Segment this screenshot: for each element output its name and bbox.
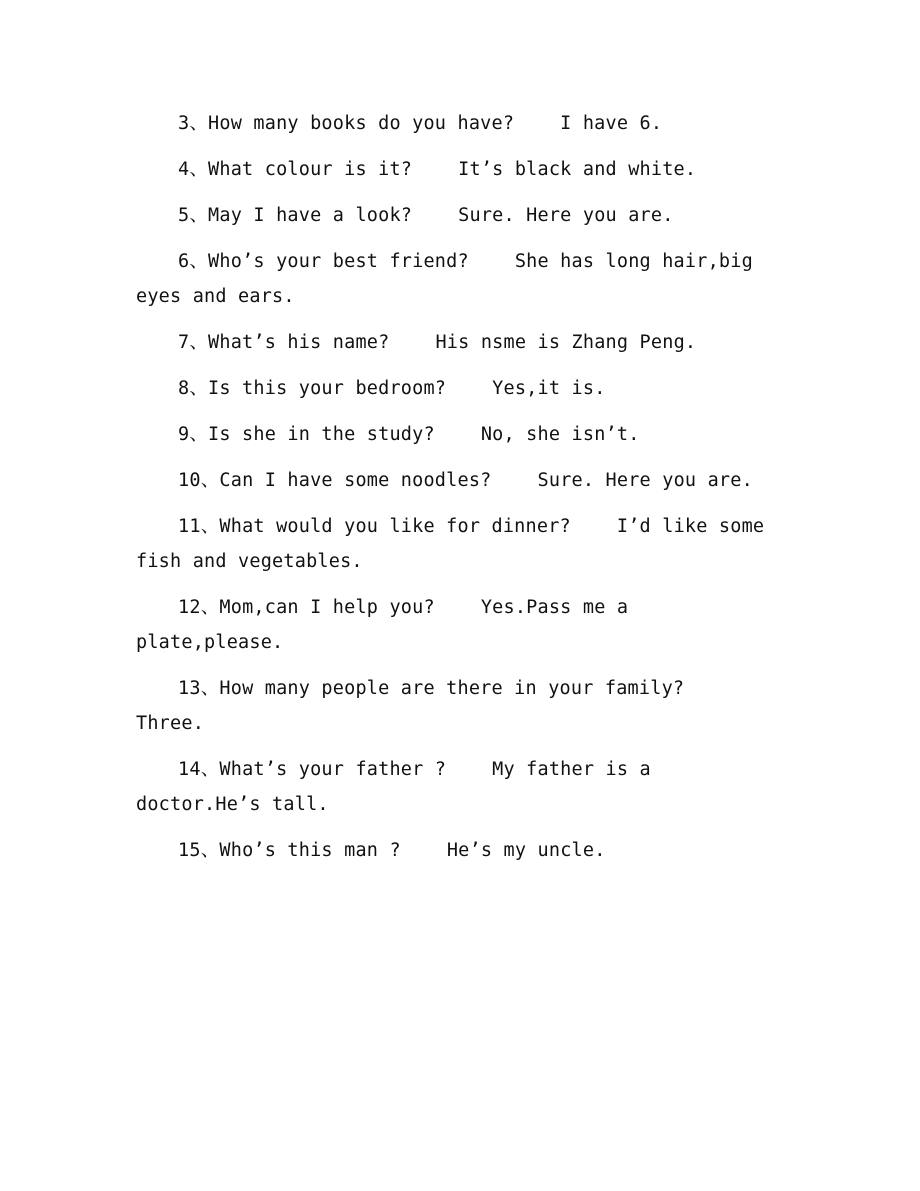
item-answer: Sure. Here you are. bbox=[537, 470, 753, 491]
item-number: 14 bbox=[178, 759, 201, 780]
qa-item bbox=[136, 106, 786, 141]
qa-item bbox=[136, 417, 786, 452]
item-separator: 、 bbox=[189, 251, 209, 272]
item-question: Mom,can I help you? bbox=[219, 597, 435, 618]
qa-item bbox=[136, 152, 786, 187]
qa-list bbox=[136, 106, 786, 879]
qa-item bbox=[136, 371, 786, 406]
item-answer: My father is a doctor.He’s tall. bbox=[136, 759, 651, 815]
item-question: How many people are there in your family? bbox=[219, 678, 685, 699]
item-separator: 、 bbox=[200, 470, 220, 491]
item-question: Can I have some noodles? bbox=[219, 470, 492, 491]
item-number: 13 bbox=[178, 678, 201, 699]
item-question: What’s his name? bbox=[208, 332, 390, 353]
item-number: 7 bbox=[178, 332, 190, 353]
item-answer: It’s black and white. bbox=[458, 159, 697, 180]
item-number: 4 bbox=[178, 159, 190, 180]
item-separator: 、 bbox=[200, 597, 220, 618]
item-separator: 、 bbox=[189, 159, 209, 180]
qa-item bbox=[136, 833, 786, 868]
item-number: 3 bbox=[178, 113, 190, 134]
item-question: What colour is it? bbox=[208, 159, 413, 180]
item-question: What would you like for dinner? bbox=[219, 516, 571, 537]
item-answer: His nsme is Zhang Peng. bbox=[435, 332, 697, 353]
item-question: What’s your father ? bbox=[219, 759, 447, 780]
item-separator: 、 bbox=[189, 205, 209, 226]
item-answer: Yes.Pass me a plate,please. bbox=[136, 597, 629, 653]
qa-item bbox=[136, 671, 786, 741]
item-number: 8 bbox=[178, 378, 190, 399]
item-answer: He’s my uncle. bbox=[446, 840, 606, 861]
item-answer: She has long hair,big eyes and ears. bbox=[136, 251, 753, 307]
item-answer: No, she isn’t. bbox=[480, 424, 640, 445]
item-question: Who’s this man ? bbox=[219, 840, 401, 861]
qa-item bbox=[136, 509, 786, 579]
item-separator: 、 bbox=[200, 516, 220, 537]
item-answer: Yes,it is. bbox=[492, 378, 606, 399]
item-question: Is this your bedroom? bbox=[208, 378, 447, 399]
item-number: 6 bbox=[178, 251, 190, 272]
item-separator: 、 bbox=[200, 759, 220, 780]
item-separator: 、 bbox=[189, 113, 209, 134]
qa-item bbox=[136, 590, 786, 660]
item-separator: 、 bbox=[189, 332, 209, 353]
item-question: How many books do you have? bbox=[208, 113, 515, 134]
item-separator: 、 bbox=[200, 678, 220, 699]
item-question: Is she in the study? bbox=[208, 424, 435, 445]
qa-item bbox=[136, 244, 786, 314]
item-number: 15 bbox=[178, 840, 201, 861]
qa-item bbox=[136, 463, 786, 498]
item-separator: 、 bbox=[189, 424, 209, 445]
qa-item bbox=[136, 325, 786, 360]
item-number: 12 bbox=[178, 597, 201, 618]
item-question: Who’s your best friend? bbox=[208, 251, 469, 272]
item-answer: I’d like some fish and vegetables. bbox=[136, 516, 765, 572]
item-number: 9 bbox=[178, 424, 190, 445]
item-answer: Sure. Here you are. bbox=[458, 205, 674, 226]
qa-item bbox=[136, 198, 786, 233]
item-separator: 、 bbox=[189, 378, 209, 399]
item-number: 10 bbox=[178, 470, 201, 491]
item-separator: 、 bbox=[200, 840, 220, 861]
qa-item bbox=[136, 752, 786, 822]
item-number: 5 bbox=[178, 205, 190, 226]
item-answer: I have 6. bbox=[560, 113, 663, 134]
item-number: 11 bbox=[178, 516, 201, 537]
item-question: May I have a look? bbox=[208, 205, 413, 226]
item-answer: Three. bbox=[136, 713, 205, 734]
